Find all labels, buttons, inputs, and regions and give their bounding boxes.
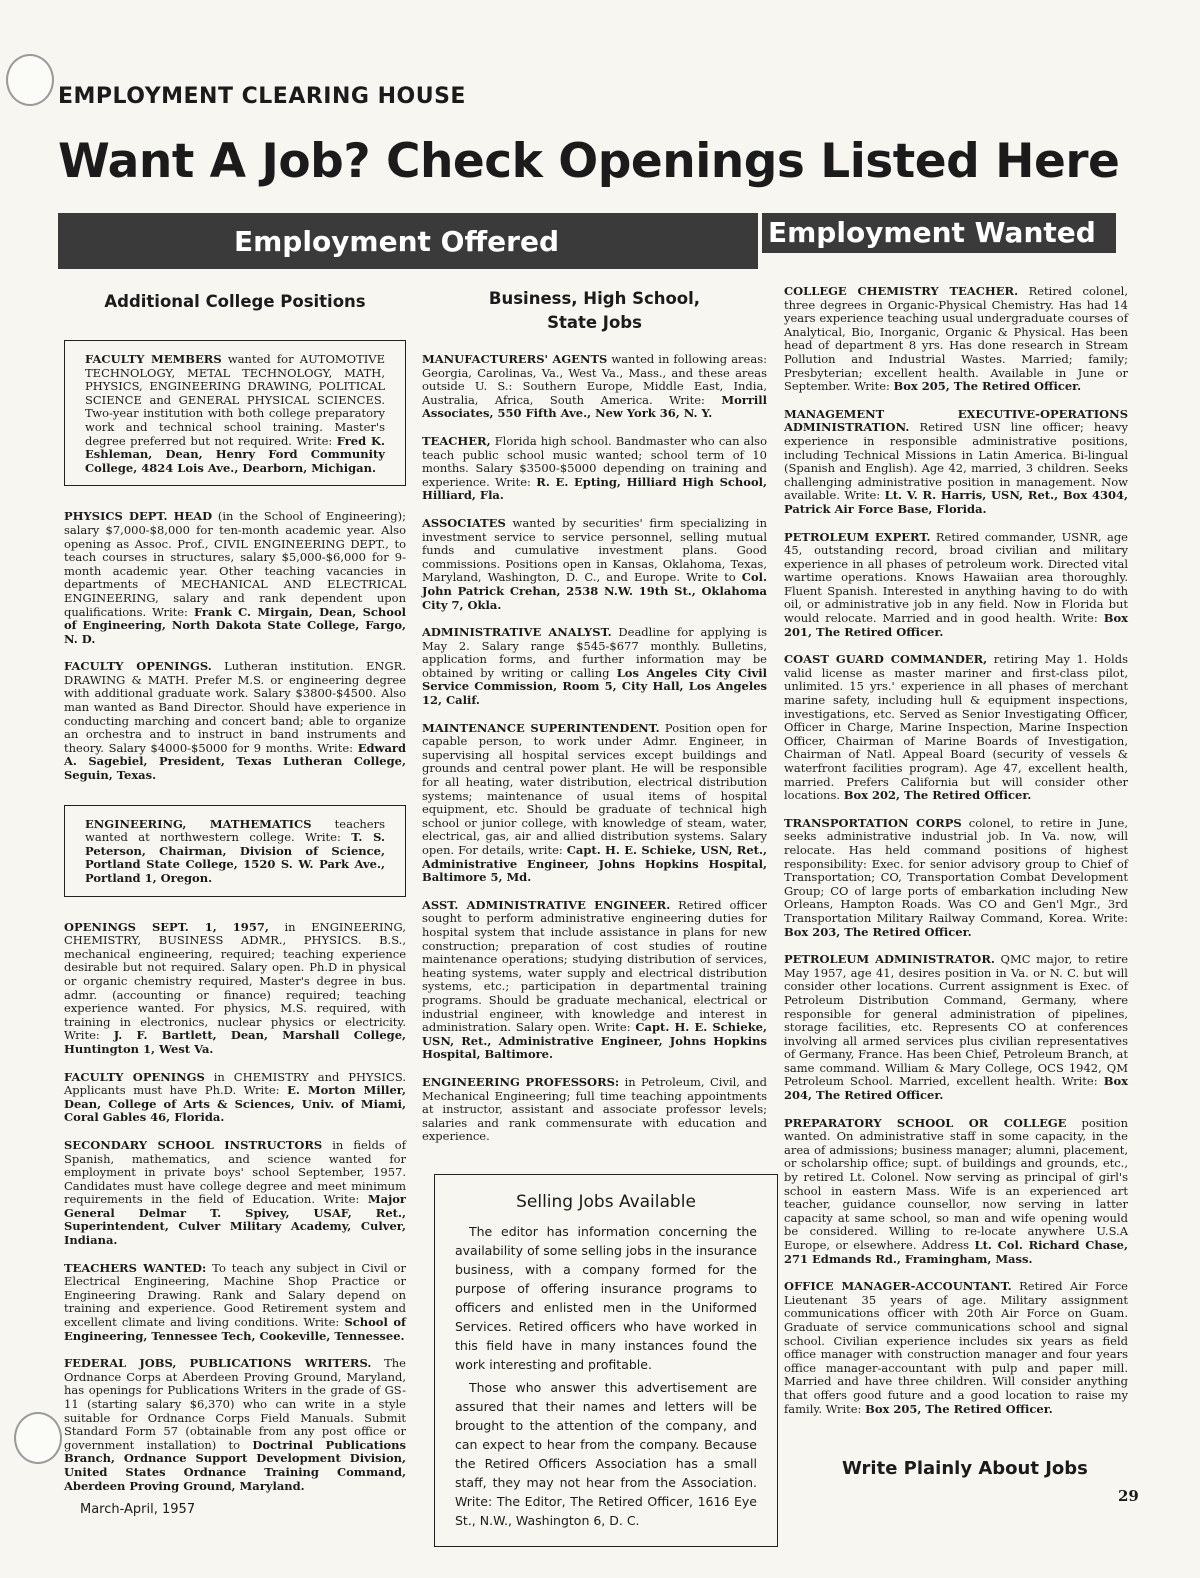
listing-contact: E. Morton Miller, Dean, College of Arts & Sciences, Univ. of Miami, Coral Gables 46, Florida. xyxy=(64,1083,406,1125)
listing-contact: School of Engineering, Tennessee Tech, Cookeville, Tennessee. xyxy=(64,1315,406,1343)
selling-jobs-paragraph: Those who answer this advertisement are assured that their names and letters will be brought to the attention of the company, and can expect to hear from the company. Because the Retired Officers Association has a small staff, they may not hear from the Association. Write: The Editor, The Retired Officer, 1616 Eye St., N.W., Washington 6, D. C. xyxy=(455,1379,757,1528)
listing-lead: COLLEGE CHEMISTRY TEACHER. xyxy=(784,284,1019,298)
column-employment-wanted xyxy=(784,285,1128,1430)
listing-body: Retired Air Force Lieutenant 35 years of age. Military assignment communications officer with 20th Air Force on Guam. Graduate of service communications school and signal school. Civilian experience includes six years as field office manager with construction manager and four years office manager-accountant with pulp and paper mill. Married and have three children. Will consider anything that offers good future and a good location to raise my family. Write: xyxy=(784,1279,1128,1416)
selling-jobs-title: Selling Jobs Available xyxy=(516,1191,696,1212)
listing-contact: Box 205, The Retired Officer. xyxy=(893,379,1082,394)
listing-lead: COAST GUARD COMMANDER, xyxy=(784,652,988,667)
banner-offered-label: Employment Offered xyxy=(234,225,559,258)
listing-lead: SECONDARY SCHOOL INSTRUCTORS xyxy=(64,1137,323,1152)
listing-lead: ENGINEERING, MATHEMATICS xyxy=(85,816,312,831)
listing-lead: OPENINGS SEPT. 1, 1957, xyxy=(64,919,269,934)
listing-contact: Major General Delmar T. Spivey, USAF, Ret., Superintendent, Culver Military Academy, Culver, Indiana. xyxy=(64,1192,406,1248)
listing-contact: Box 205, The Retired Officer. xyxy=(865,1401,1053,1416)
listing-contact: Doctrinal Publications Branch, Ordnance Support Development Division, United States Ordnance Training Command, Aberdeen Proving Ground, Maryland. xyxy=(64,1437,406,1493)
listing-contact: Frank C. Mirgain, Dean, School of Engineering, North Dakota State College, Fargo, N. D. xyxy=(64,604,406,646)
listing-body: teachers wanted at northwestern college. Write: xyxy=(85,816,385,845)
listing-contact: Lt. Col. Richard Chase, 271 Edmands Rd., Framingham, Mass. xyxy=(784,1238,1128,1266)
listing-body: in ENGINEERING, CHEMISTRY, BUSINESS ADMR., PHYSICS. B.S., mechanical engineering, required; teaching experience desirable but not required. Salary open. Ph.D in physical or organic chemistry required, Master's degree in bus. admr. (accounting or finance) required; teaching experience wanted. For physics, M.S. required, with training in electronics, nuclear physics or electricity. Write: xyxy=(64,919,406,1043)
listing-body: wanted for AUTOMOTIVE TECHNOLOGY, METAL TECHNOLOGY, MATH, PHYSICS, ENGINEERING DRAWING, POLITICAL SCIENCE and GENERAL PHYSICAL SCIENCES. Two-year institution with both college preparatory work and technical school training. Master's degree preferred but not required. Write: xyxy=(85,352,386,448)
listing xyxy=(784,953,1128,1103)
listing-contact: Box 203, The Retired Officer. xyxy=(784,924,972,939)
listing-body: Retired officer sought to perform administrative engineering duties for hospital system that include assistance in plans for new construction; preparation of cost studies of routine maintenance operations; studying distribution of services, heating systems, water supply and electrical distribution systems, etc.; participation in departmental training programs. Should be graduate mechanical, electrical or industrial engineer, with knowledge and interest in administration. Salary open. Write: xyxy=(422,897,767,1035)
listing xyxy=(784,1280,1128,1416)
listing-lead: PETROLEUM ADMINISTRATOR. xyxy=(784,952,995,967)
listing-body: wanted by securities' firm specializing in investment service to service personnel, selling mutual funds and cumulative investment plans. Good commissions. Positions open in Kansas, Oklahoma, Texas, Maryland, Washington, D. C., and Europe. Write to xyxy=(422,515,767,585)
listing-body: Deadline for applying is May 2. Salary range $545-$677 monthly. Bulletins, application forms, and further information may be obtained by writing or calling xyxy=(422,625,767,680)
listing-lead: FACULTY OPENINGS. xyxy=(64,659,212,674)
listing xyxy=(422,517,767,612)
issue-date: March-April, 1957 xyxy=(80,1502,196,1517)
listing-contact: Box 204, The Retired Officer. xyxy=(784,1074,1128,1103)
column-heading-line: Business, High School, xyxy=(488,289,701,308)
listing-body: retiring May 1. Holds valid license as master mariner and first-class pilot, unlimited. 15 yrs.' experience in all phases of merchant marine safety, including hull & equipment inspections, investigations, etc. Served as Senior Investigating Officer, Officer in Charge, Marine Inspection, Marine Inspection Officer, Chairman of Marine Boards of Investigation, Chairman of Natl. Appeal Board (security of vessels & waterfront facilities program). Age 47, excellent health, married. Prefers California but will consider other locations. xyxy=(784,652,1128,803)
listing-contact: J. F. Bartlett, Dean, Marshall College, Huntington 1, West Va. xyxy=(64,1028,407,1056)
listing-lead: ADMINISTRATIVE ANALYST. xyxy=(422,625,612,640)
listing-lead: FEDERAL JOBS, PUBLICATIONS WRITERS. xyxy=(64,1356,372,1371)
listing-lead: TEACHER, xyxy=(422,433,491,448)
listing-lead: TEACHERS WANTED: xyxy=(64,1260,207,1275)
page-number: 29 xyxy=(1118,1487,1139,1505)
listing-lead: PHYSICS DEPT. HEAD xyxy=(64,509,213,524)
column-business-jobs xyxy=(422,287,767,1547)
listing xyxy=(64,510,406,646)
banner-wanted-label: Employment Wanted xyxy=(768,216,1096,249)
boxed-listing xyxy=(64,805,406,897)
listing-contact: Box 202, The Retired Officer. xyxy=(843,788,1032,803)
listing-lead: MANAGEMENT EXECUTIVE-OPERATIONS ADMINISTRATION. xyxy=(784,406,1128,435)
listing xyxy=(422,435,767,503)
column-heading-line: State Jobs xyxy=(547,313,642,332)
listing-lead: ASSOCIATES xyxy=(422,515,506,530)
employment-wanted-banner xyxy=(762,213,1116,253)
listing-lead: MANUFACTURERS' AGENTS xyxy=(422,352,608,366)
listing-body: Retired commander, USNR, age 45, outstanding record, broad civilian and military experience in all phases of petroleum work. Directed vital wartime operations. Knows Hawaiian area thoroughly. Fluent Spanish. Interested in anything having to do with oil, or administrative job in any field. Now in Florida but would relocate. Married and in good health. Write: xyxy=(784,529,1128,626)
listing-body: Position open for capable person, to work under Admr. Engineer, in supervising all hospital services except buildings and grounds and central power plant. He will be responsible for all heating, water distribution, electrical distribution systems; maintenance of usual items of hospital equipment, etc. Should be graduate of technical high school or junior college, with knowledge of steam, water, electrical, gas, air and allied distribution systems. Salary open. For details, write: xyxy=(422,720,768,857)
page-headline: Want A Job? Check Openings Listed Here xyxy=(58,134,1120,189)
listing-lead: FACULTY OPENINGS xyxy=(64,1069,205,1084)
column-heading: Additional College Positions xyxy=(104,292,366,311)
listing-body: colonel, to retire in June, seeks administrative industrial job. In Va. now, will relocate. Has held command positions of highest responsibility: Exec. for senior advisory group to Chief of Transportation; CO, Transportation Combat Development Group; CO of large ports of embarkation including New Orleans, Hampton Roads. Was CO and Gen'l Mgr., 3rd Transportation Military Railway Command, Korea. Write: xyxy=(784,815,1128,925)
listing xyxy=(784,285,1128,394)
listing xyxy=(64,921,406,1057)
listing-body: position wanted. On administrative staff in some capacity, in the area of admissions; business manager; alumni, placement, or scholarship office; supt. of buildings and grounds, etc., by retired Lt. Colonel. Now serving as principal of girl's school in eastern Mass. Wife is an experienced art teacher, guidance counsellor, now serving in latter capacity at same school, so man and wife opening would be considered. Willing to re-locate anywhere U.S.A Europe, or elsewhere. Address xyxy=(784,1115,1128,1252)
listing-body: Lutheran institution. ENGR. DRAWING & MATH. Prefer M.S. or engineering degree with additional graduate work. Salary $3800-$4500. Also man wanted as Band Director. Should have experience in conducting marching and concert band; able to organize an orchestra and to instruct in band instruments and theory. Salary $4000-$5000 for 9 months. Write: xyxy=(64,659,406,755)
listing xyxy=(422,899,767,1062)
listing-body: in CHEMISTRY and PHYSICS. Applicants must have Ph.D. Write: xyxy=(64,1069,406,1098)
listing xyxy=(784,817,1128,939)
listing xyxy=(422,353,767,421)
listing-lead: TRANSPORTATION CORPS xyxy=(784,815,962,830)
listing-body: in Petroleum, Civil, and Mechanical Engineering; full time teaching appointments at instructor, assistant and associate professor levels; salaries and rank commensurate with education and experience. xyxy=(422,1074,767,1144)
listing xyxy=(64,1357,406,1493)
listing xyxy=(64,660,406,782)
binder-hole xyxy=(6,54,54,106)
boxed-listing xyxy=(64,340,406,486)
listing xyxy=(422,1076,767,1144)
listing-contact: Lt. V. R. Harris, USN, Ret., Box 4304, Patrick Air Force Base, Florida. xyxy=(784,488,1129,516)
listing-body: Retired colonel, three degrees in Organic-Physical Chemistry. Has had 14 years experience teaching usual undergraduate courses of Analytical, Bio, Inorganic, Organic & Physical. Has been head of department 8 yrs. Has done research in Stream Pollution and Industrial Wastes. Married; family; Presbyterian; excellent health. Available in June or September. Write: xyxy=(784,284,1128,394)
listing xyxy=(784,653,1128,803)
listing xyxy=(784,531,1128,640)
listing xyxy=(64,1139,406,1248)
listing-contact: Los Angeles City Civil Service Commission, Room 5, City Hall, Los Angeles 12, Calif. xyxy=(422,665,767,708)
listing-contact: T. S. Peterson, Chairman, Division of Science, Portland State College, 1520 S. W. Park Ave., Portland 1, Oregon. xyxy=(85,830,385,885)
listing xyxy=(422,626,767,708)
listing-body: Florida high school. Bandmaster who can also teach public school music wanted; school term of 10 months. Salary $3500-$5000 depending on training and experience. Write: xyxy=(422,433,767,489)
footer-note: Write Plainly About Jobs xyxy=(842,1458,1088,1479)
listing-body: in fields of Spanish, mathematics, and science wanted for employment in private boys' school September, 1957. Candidates must have college degree and meet minimum requirements in the field of Education. Write: xyxy=(64,1137,406,1207)
listing-body: To teach any subject in Civil or Electrical Engineering, Machine Shop Practice or Engineering Drawing. Rank and Salary depend on training and experience. Good Retirement system and excellent climate and living conditions. Write: xyxy=(64,1260,406,1330)
listing-lead: MAINTENANCE SUPERINTENDENT. xyxy=(422,720,660,735)
listing xyxy=(422,722,767,885)
listing-contact: Morrill Associates, 550 Fifth Ave., New York 36, N. Y. xyxy=(422,392,767,421)
listing-body: Retired USN line officer; heavy experience in responsible administrative positions, including Technical Missions in Latin America. Bi-lingual (Spanish and English). Age 42, married, 3 children. Seeks challenging administrative position in management. Now available. Write: xyxy=(784,420,1128,503)
listing xyxy=(64,1262,406,1344)
listing xyxy=(64,1071,406,1125)
listing-lead: OFFICE MANAGER-ACCOUNTANT. xyxy=(784,1279,1012,1294)
listing-body: (in the School of Engineering); salary $7,000-$8,000 for ten-month academic year. Also opening as Assoc. Prof., CIVIL ENGINEERING DEPT., to teach courses in structures, salary $5,000-$6,000 for 9-month academic year. Other teaching vacancies in departments of MECHANICAL AND ELECTRICAL ENGINEERING, salary and rank dependent upon qualifications. Write: xyxy=(64,509,406,619)
selling-jobs-paragraph: The editor has information concerning the availability of some selling jobs in the insurance business, with a company formed for the purpose of offering insurance programs to officers and enlisted men in the Uniformed Services. Retired officers who have worked in this field have in many instances found the work interesting and profitable. xyxy=(455,1223,757,1372)
listing-contact: Capt. H. E. Schieke, USN, Ret., Administrative Engineer, Johns Hopkins Hospital, Baltimore. xyxy=(422,1020,767,1062)
selling-jobs-box xyxy=(434,1174,778,1547)
listing-contact: Col. John Patrick Crehan, 2538 N.W. 19th St., Oklahoma City 7, Okla. xyxy=(422,570,767,612)
listing-body: The Ordnance Corps at Aberdeen Proving Ground, Maryland, has openings for Publications Writers in the grade of GS-11 (starting salary $6,370) who can write in a style suitable for Ordnance Corps Field Manuals. Submit Standard Form 57 (obtainable from any post office or government installation) to xyxy=(64,1356,406,1452)
listing-contact: Box 201, The Retired Officer. xyxy=(784,611,1128,639)
listing-contact: Fred K. Eshleman, Dean, Henry Ford Community College, 4824 Lois Ave., Dearborn, Michigan. xyxy=(85,433,385,475)
column-heading xyxy=(422,287,767,335)
listing-lead: FACULTY MEMBERS xyxy=(85,352,222,366)
section-label: EMPLOYMENT CLEARING HOUSE xyxy=(58,84,466,109)
listing-contact: Capt. H. E. Schieke, USN, Ret., Administrative Engineer, Johns Hopkins Hospital, Baltimore 5, Md. xyxy=(422,843,767,885)
column-college-positions xyxy=(64,290,406,1507)
listing-contact: Edward A. Sagebiel, President, Texas Lutheran College, Seguin, Texas. xyxy=(64,740,406,783)
listing-contact: R. E. Epting, Hilliard High School, Hilliard, Fla. xyxy=(422,474,768,503)
binder-hole xyxy=(14,1412,62,1464)
employment-offered-banner xyxy=(58,213,758,269)
listing-lead: ASST. ADMINISTRATIVE ENGINEER. xyxy=(422,897,671,912)
listing-lead: PREPARATORY SCHOOL OR COLLEGE xyxy=(784,1115,1067,1130)
listing-lead: PETROLEUM EXPERT. xyxy=(784,529,931,544)
listing-body: wanted in following areas: Georgia, Carolinas, Va., West Va., Mass., and these areas outside U. S.: Southern Europe, Middle East, India, Australia, Africa, South America. Write: xyxy=(422,352,767,407)
listing-lead: ENGINEERING PROFESSORS: xyxy=(422,1074,620,1089)
listing xyxy=(784,1117,1128,1267)
listing-body: QMC major, to retire May 1957, age 41, desires position in Va. or N. C. but will consider other locations. Current assignment is Exec. of Petroleum Distribution Command, Germany, where responsible for general administration of pipelines, storage facilities, etc. Represents CO at conferences involving all armed services plus civilian representatives of Germany, France. Has been Chief, Petroleum Branch, at same command. William & Mary College, OCS 1942, QM Petroleum School. Married, excellent health. Write: xyxy=(784,952,1129,1089)
listing xyxy=(784,408,1128,517)
